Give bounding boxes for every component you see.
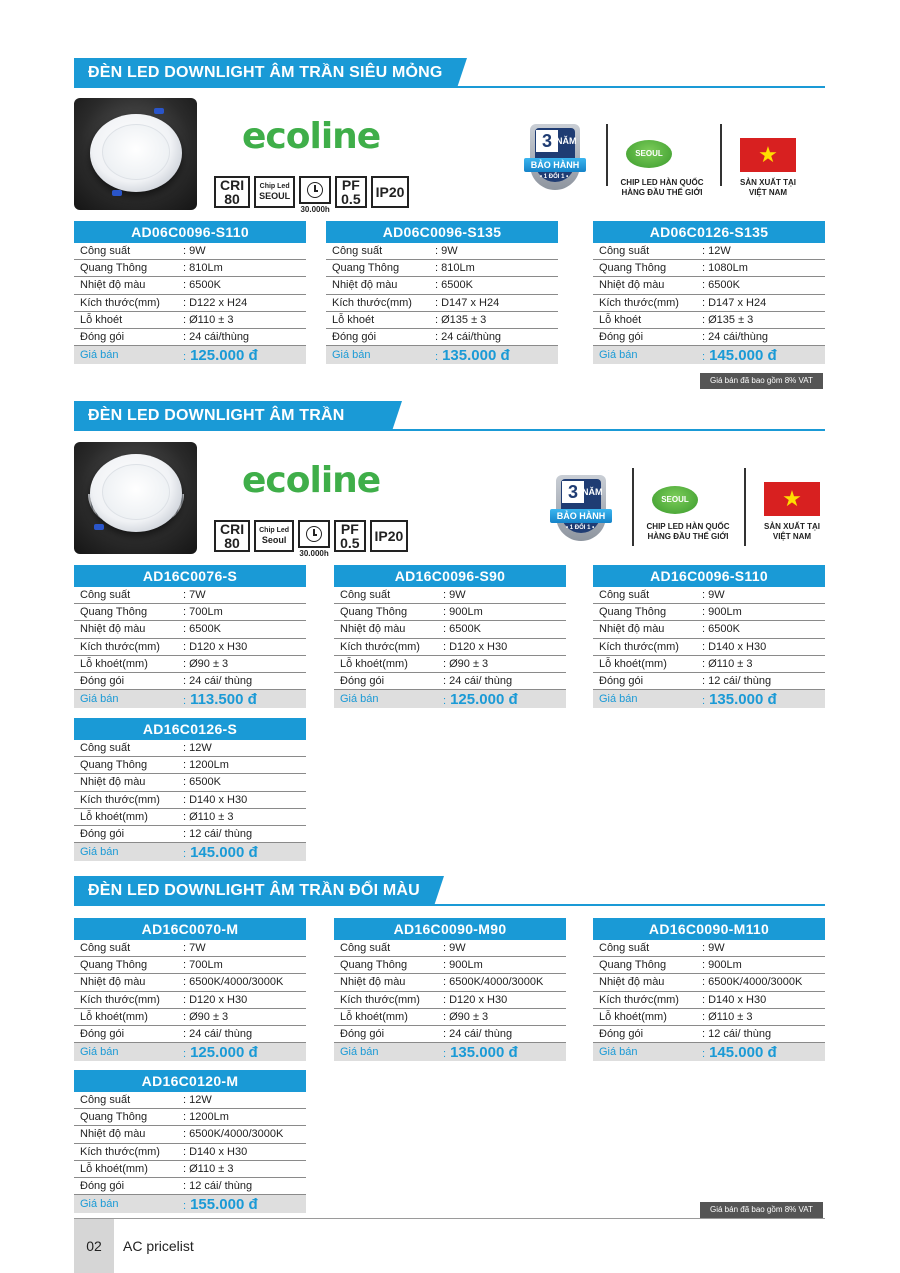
product-card xyxy=(74,918,306,1061)
price-value: 125.000 đ xyxy=(450,690,518,708)
warranty-years: 3 xyxy=(536,130,558,152)
spec-row: Công suất : 9W xyxy=(593,940,825,957)
spec-row: Đóng gói : 24 cái/ thùng xyxy=(74,673,306,690)
spring-clip xyxy=(154,108,164,114)
product-card xyxy=(593,918,825,1061)
spec-row: Kích thước(mm) : D122 x H24 xyxy=(74,295,306,312)
price-value: 113.500 đ xyxy=(190,690,257,708)
spec-row: Quang Thông : 900Lm xyxy=(334,957,566,974)
spec-row: Đóng gói : 24 cái/ thùng xyxy=(74,1026,306,1043)
product-code: AD16C0096-S110 xyxy=(593,565,825,587)
spec-icons xyxy=(214,176,409,214)
pf-spec xyxy=(335,176,366,208)
spec-row: Lỗ khoét : Ø110 ± 3 xyxy=(74,312,306,329)
made-in-caption: SẢN XUẤT TẠI VIỆT NAM xyxy=(764,522,820,541)
spec-row: Công suất : 7W xyxy=(74,940,306,957)
price-row: Giá bán : 155.000 đ xyxy=(74,1195,306,1213)
price-row: Giá bán : 145.000 đ xyxy=(593,346,825,364)
lifetime-spec xyxy=(298,520,330,558)
product-code: AD16C0090-M90 xyxy=(334,918,566,940)
product-code: AD16C0076-S xyxy=(74,565,306,587)
price-row: Giá bán : 125.000 đ xyxy=(334,690,566,708)
clock-icon xyxy=(306,526,322,542)
ip-spec: IP20 xyxy=(370,520,409,552)
price-row: Giá bán : 145.000 đ xyxy=(74,843,306,861)
warranty-badge xyxy=(524,124,586,198)
cri-spec xyxy=(214,520,250,552)
price-value: 135.000 đ xyxy=(709,690,777,708)
spec-row: Đóng gói : 24 cái/ thùng xyxy=(334,673,566,690)
spec-row: Lỗ khoét(mm) : Ø90 ± 3 xyxy=(74,1009,306,1026)
made-in-caption: SẢN XUẤT TẠI VIỆT NAM xyxy=(740,178,796,197)
price-value: 145.000 đ xyxy=(709,1043,777,1061)
section-header-1 xyxy=(74,58,825,88)
spec-row: Quang Thông : 700Lm xyxy=(74,604,306,621)
seoul-caption: CHIP LED HÀN QUỐC HÀNG ĐẦU THẾ GIỚI xyxy=(646,522,730,541)
price-value: 145.000 đ xyxy=(709,346,777,364)
pf-value: 0.5 xyxy=(341,191,361,207)
price-row: Giá bán : 125.000 đ xyxy=(74,346,306,364)
price-row: Giá bán : 135.000 đ xyxy=(326,346,558,364)
product-image-downlight xyxy=(74,442,197,554)
cri-value: 80 xyxy=(224,535,240,551)
spec-row: Đóng gói : 24 cái/ thùng xyxy=(334,1026,566,1043)
spec-row: Lỗ khoét(mm) : Ø90 ± 3 xyxy=(334,656,566,673)
spec-row: Công suất : 9W xyxy=(74,243,306,260)
chip-spec xyxy=(254,520,294,552)
warranty-label: BẢO HÀNH xyxy=(550,509,612,523)
spec-row: Lỗ khoét : Ø135 ± 3 xyxy=(326,312,558,329)
product-card xyxy=(334,918,566,1061)
vat-note: Giá bán đã bao gồm 8% VAT xyxy=(700,373,823,389)
section-title: ĐÈN LED DOWNLIGHT ÂM TRẦN ĐỔI MÀU xyxy=(74,876,434,906)
lifetime-value: 30.000h xyxy=(299,549,329,558)
price-row: Giá bán : 125.000 đ xyxy=(74,1043,306,1061)
spec-row: Lỗ khoét(mm) : Ø110 ± 3 xyxy=(593,656,825,673)
price-value: 155.000 đ xyxy=(190,1195,258,1213)
spec-row: Đóng gói : 12 cái/ thùng xyxy=(74,1178,306,1195)
chip-value: Seoul xyxy=(261,535,287,545)
spec-row: Nhiệt độ màu : 6500K xyxy=(74,277,306,294)
product-card xyxy=(74,565,306,708)
spec-row: Công suất : 9W xyxy=(334,587,566,604)
spec-row: Nhiệt độ màu : 6500K/4000/3000K xyxy=(593,974,825,991)
product-card xyxy=(334,565,566,708)
price-row: Giá bán : 135.000 đ xyxy=(334,1043,566,1061)
spec-row: Lỗ khoét(mm) : Ø110 ± 3 xyxy=(74,809,306,826)
spec-row: Nhiệt độ màu : 6500K xyxy=(593,277,825,294)
spec-row: Công suất : 12W xyxy=(74,740,306,757)
product-card xyxy=(74,221,306,364)
spec-row: Quang Thông : 1200Lm xyxy=(74,757,306,774)
divider xyxy=(720,124,722,186)
lifetime-spec xyxy=(299,176,331,214)
spec-row: Kích thước(mm) : D147 x H24 xyxy=(593,295,825,312)
spec-row: Kích thước(mm) : D120 x H30 xyxy=(334,992,566,1009)
section-title: ĐÈN LED DOWNLIGHT ÂM TRẦN xyxy=(74,401,392,431)
spec-row: Kích thước(mm) : D120 x H30 xyxy=(334,639,566,656)
spec-row: Nhiệt độ màu : 6500K xyxy=(74,774,306,791)
product-code: AD16C0120-M xyxy=(74,1070,306,1092)
cri-label: CRI xyxy=(220,177,245,193)
product-code: AD16C0096-S90 xyxy=(334,565,566,587)
ip-spec: IP20 xyxy=(371,176,410,208)
spec-row: Công suất : 7W xyxy=(74,587,306,604)
spec-row: Kích thước(mm) : D147 x H24 xyxy=(326,295,558,312)
warranty-exchange: • 1 ĐỔI 1 • xyxy=(566,525,595,531)
spec-row: Nhiệt độ màu : 6500K xyxy=(593,621,825,638)
chip-spec xyxy=(254,176,295,208)
star-icon: ★ xyxy=(758,142,778,167)
product-code: AD16C0070-M xyxy=(74,918,306,940)
product-code: AD06C0096-S135 xyxy=(326,221,558,243)
spec-row: Quang Thông : 700Lm xyxy=(74,957,306,974)
product-card xyxy=(74,1070,306,1213)
spec-row: Kích thước(mm) : D140 x H30 xyxy=(74,792,306,809)
price-value: 145.000 đ xyxy=(190,843,258,861)
spec-row: Quang Thông : 1080Lm xyxy=(593,260,825,277)
spec-row: Quang Thông : 900Lm xyxy=(593,957,825,974)
cri-value: 80 xyxy=(224,191,240,207)
spec-icons xyxy=(214,520,408,558)
price-value: 125.000 đ xyxy=(190,346,258,364)
spec-row: Đóng gói : 24 cái/thùng xyxy=(593,329,825,346)
spec-row: Kích thước(mm) : D140 x H30 xyxy=(74,1144,306,1161)
spec-row: Công suất : 9W xyxy=(593,587,825,604)
spec-row: Nhiệt độ màu : 6500K/4000/3000K xyxy=(334,974,566,991)
lamp-face xyxy=(102,124,170,180)
divider xyxy=(744,468,746,546)
section-header-2 xyxy=(74,401,825,431)
product-code: AD16C0126-S xyxy=(74,718,306,740)
spec-row: Lỗ khoét(mm) : Ø110 ± 3 xyxy=(593,1009,825,1026)
spec-row: Lỗ khoét : Ø135 ± 3 xyxy=(593,312,825,329)
spec-row: Đóng gói : 24 cái/thùng xyxy=(74,329,306,346)
divider xyxy=(632,468,634,546)
spec-row: Công suất : 9W xyxy=(326,243,558,260)
spec-row: Nhiệt độ màu : 6500K xyxy=(326,277,558,294)
warranty-exchange: • 1 ĐỔI 1 • xyxy=(540,174,569,180)
chip-label: Chip Led xyxy=(259,183,290,190)
footer-title: AC pricelist xyxy=(123,1238,194,1254)
lamp-ring xyxy=(90,454,182,532)
price-value: 135.000 đ xyxy=(450,1043,518,1061)
spec-row: Đóng gói : 12 cái/ thùng xyxy=(593,673,825,690)
spec-row: Kích thước(mm) : D140 x H30 xyxy=(593,639,825,656)
pf-value: 0.5 xyxy=(340,535,360,551)
price-row: Giá bán : 113.500 đ xyxy=(74,690,306,708)
spring-clip xyxy=(94,524,104,530)
price-row: Giá bán : 145.000 đ xyxy=(593,1043,825,1061)
vat-note: Giá bán đã bao gồm 8% VAT xyxy=(700,1202,823,1218)
spec-row: Quang Thông : 810Lm xyxy=(326,260,558,277)
spec-row: Nhiệt độ màu : 6500K xyxy=(334,621,566,638)
ecoline-logo: ecoline xyxy=(242,116,381,157)
spec-row: Quang Thông : 1200Lm xyxy=(74,1109,306,1126)
spec-row: Lỗ khoét(mm) : Ø90 ± 3 xyxy=(334,1009,566,1026)
warranty-years: 3 xyxy=(562,481,584,503)
lamp-ring xyxy=(90,114,182,192)
lamp-face xyxy=(102,464,170,520)
cri-label: CRI xyxy=(220,521,245,537)
spec-row: Nhiệt độ màu : 6500K xyxy=(74,621,306,638)
spec-row: Quang Thông : 900Lm xyxy=(334,604,566,621)
warranty-label: BẢO HÀNH xyxy=(524,158,586,172)
product-image-slim-downlight xyxy=(74,98,197,210)
seoul-logo: SEOUL xyxy=(652,486,698,514)
spec-row: Công suất : 12W xyxy=(74,1092,306,1109)
spec-row: Nhiệt độ màu : 6500K/4000/3000K xyxy=(74,974,306,991)
pf-spec xyxy=(334,520,365,552)
spec-row: Công suất : 12W xyxy=(593,243,825,260)
chip-label: Chip Led xyxy=(259,527,290,534)
product-code: AD06C0126-S135 xyxy=(593,221,825,243)
ecoline-logo: ecoline xyxy=(242,460,381,501)
chip-value: SEOUL xyxy=(259,191,291,201)
spec-row: Công suất : 9W xyxy=(334,940,566,957)
spec-row: Quang Thông : 900Lm xyxy=(593,604,825,621)
spring-clip xyxy=(112,190,122,196)
section-title: ĐÈN LED DOWNLIGHT ÂM TRẦN SIÊU MỎNG xyxy=(74,58,457,88)
spec-row: Đóng gói : 12 cái/ thùng xyxy=(74,826,306,843)
vietnam-flag xyxy=(764,482,820,516)
price-value: 125.000 đ xyxy=(190,1043,258,1061)
warranty-unit: NĂM xyxy=(556,136,577,146)
divider xyxy=(606,124,608,186)
warranty-badge xyxy=(550,475,612,549)
price-row: Giá bán : 135.000 đ xyxy=(593,690,825,708)
product-code: AD06C0096-S110 xyxy=(74,221,306,243)
spec-row: Quang Thông : 810Lm xyxy=(74,260,306,277)
lifetime-value: 30.000h xyxy=(300,205,330,214)
spec-row: Đóng gói : 24 cái/thùng xyxy=(326,329,558,346)
pf-label: PF xyxy=(340,521,359,537)
spec-row: Nhiệt độ màu : 6500K/4000/3000K xyxy=(74,1126,306,1143)
pf-label: PF xyxy=(341,177,360,193)
spec-row: Đóng gói : 12 cái/ thùng xyxy=(593,1026,825,1043)
spec-row: Kích thước(mm) : D120 x H30 xyxy=(74,992,306,1009)
section-header-3 xyxy=(74,876,825,906)
product-card xyxy=(74,718,306,861)
price-value: 135.000 đ xyxy=(442,346,510,364)
spec-row: Kích thước(mm) : D140 x H30 xyxy=(593,992,825,1009)
seoul-caption: CHIP LED HÀN QUỐC HÀNG ĐẦU THẾ GIỚI xyxy=(620,178,704,197)
page-number: 02 xyxy=(74,1219,114,1273)
spec-row: Kích thước(mm) : D120 x H30 xyxy=(74,639,306,656)
spec-row: Lỗ khoét(mm) : Ø110 ± 3 xyxy=(74,1161,306,1178)
warranty-unit: NĂM xyxy=(582,487,603,497)
seoul-logo: SEOUL xyxy=(626,140,672,168)
product-card xyxy=(593,221,825,364)
vietnam-flag xyxy=(740,138,796,172)
product-card xyxy=(326,221,558,364)
product-code: AD16C0090-M110 xyxy=(593,918,825,940)
star-icon: ★ xyxy=(782,486,802,511)
cri-spec xyxy=(214,176,250,208)
clock-icon xyxy=(307,182,323,198)
spec-row: Lỗ khoét(mm) : Ø90 ± 3 xyxy=(74,656,306,673)
product-card xyxy=(593,565,825,708)
